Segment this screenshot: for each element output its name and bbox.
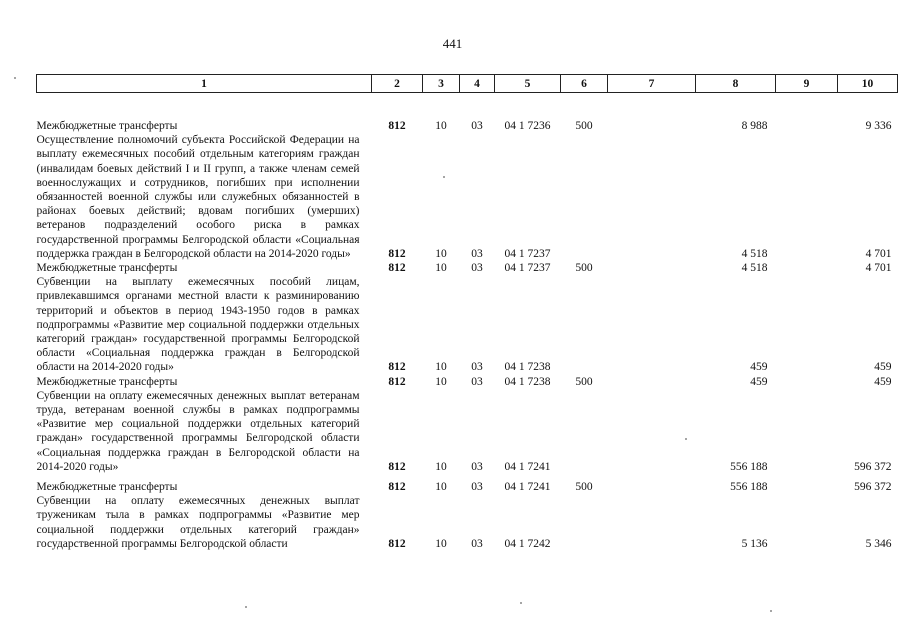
row-col-6 [561, 133, 608, 261]
row-col-9 [776, 275, 838, 374]
table-row [37, 133, 898, 261]
scan-speck [770, 610, 772, 612]
row-col-8: 459 [750, 361, 768, 374]
table-row [37, 494, 898, 551]
header-col-4: 4 [460, 75, 495, 93]
row-col-5: 04 1 7236 [504, 120, 551, 132]
row-col-5: 04 1 7237 [504, 247, 551, 260]
row-col-2: 812 [388, 460, 406, 473]
row-col-8: 4 518 [741, 247, 768, 260]
row-col-5: 04 1 7238 [504, 361, 551, 374]
row-col-5: 04 1 7242 [504, 537, 551, 550]
row-col-7 [608, 119, 696, 133]
table-row [37, 261, 898, 275]
scan-speck [443, 176, 445, 178]
row-col-9 [776, 389, 838, 474]
row-col-4: 03 [471, 120, 483, 132]
table-row [37, 119, 898, 133]
row-col-10: 9 336 [865, 120, 892, 132]
scan-speck [685, 438, 687, 440]
row-description: Осуществление полномочий субъекта Российской Федерации на выплату ежемесячных пособий отдельным категориям граждан (инвалидам боевых действий I и II групп, а также членам семей военнослужащих и сотрудников, погибших при исполнении обязанностей военной службы или служебных обязанностей в районах боевых действий; вдовам погибших (умерших) ветеранов подразделений особого риска в рамках государственной программы Белгородской области «Социальная поддержка граждан в Белгородской области на 2014-2020 годы» [36, 134, 360, 260]
header-col-8: 8 [696, 75, 776, 93]
row-col-7 [608, 494, 696, 551]
row-description: Межбюджетные трансферты [36, 262, 178, 275]
table-row [37, 375, 898, 389]
header-col-2: 2 [372, 75, 423, 93]
row-col-9 [776, 375, 838, 389]
row-col-9 [776, 261, 838, 275]
row-col-10: 459 [874, 375, 892, 388]
table-row [37, 275, 898, 374]
row-col-5: 04 1 7241 [504, 481, 551, 494]
row-col-7 [608, 480, 696, 494]
row-col-3: 10 [435, 375, 447, 388]
row-col-2: 812 [388, 262, 406, 275]
row-description: Межбюджетные трансферты [36, 481, 178, 494]
row-col-7 [608, 275, 696, 374]
row-col-6: 500 [575, 262, 593, 275]
header-col-1: 1 [37, 75, 372, 93]
row-col-10: 459 [874, 361, 892, 374]
row-col-2: 812 [388, 361, 406, 374]
table-row [37, 480, 898, 494]
row-col-3: 10 [435, 537, 447, 550]
row-col-8: 5 136 [741, 537, 768, 550]
row-col-8: 459 [750, 375, 768, 388]
header-col-6: 6 [561, 75, 608, 93]
row-col-6: 500 [575, 375, 593, 388]
row-col-4: 03 [471, 460, 483, 473]
table-row [37, 389, 898, 474]
row-col-9 [776, 494, 838, 551]
row-col-4: 03 [471, 361, 483, 374]
row-description: Межбюджетные трансферты [36, 375, 178, 388]
row-col-8: 4 518 [741, 262, 768, 275]
header-col-3: 3 [423, 75, 460, 93]
header-col-7: 7 [608, 75, 696, 93]
row-col-8: 8 988 [741, 120, 768, 132]
row-col-6 [561, 389, 608, 474]
row-col-3: 10 [435, 247, 447, 260]
page-number: 441 [442, 36, 463, 51]
row-col-5: 04 1 7238 [504, 375, 551, 388]
row-col-10: 4 701 [865, 247, 892, 260]
scan-speck [14, 77, 16, 79]
row-col-2: 812 [388, 120, 406, 132]
row-description: Межбюджетные трансферты [36, 120, 178, 132]
row-col-6 [561, 494, 608, 551]
row-col-5: 04 1 7241 [504, 460, 551, 473]
row-col-3: 10 [435, 120, 447, 132]
row-col-2: 812 [388, 537, 406, 550]
row-col-9 [776, 480, 838, 494]
row-col-4: 03 [471, 537, 483, 550]
row-description: Субвенции на оплату ежемесячных денежных выплат труженикам тыла в рамках подпрограммы «Развитие мер социальной поддержки отдельных категорий граждан» государственной программы Белгородской области [36, 495, 360, 550]
row-col-2: 812 [388, 247, 406, 260]
row-col-3: 10 [435, 481, 447, 494]
row-col-5: 04 1 7237 [504, 262, 551, 275]
row-col-7 [608, 261, 696, 275]
row-col-10: 596 372 [854, 481, 892, 494]
row-col-7 [608, 133, 696, 261]
table-spacer-row [37, 93, 898, 120]
row-col-7 [608, 389, 696, 474]
row-col-4: 03 [471, 247, 483, 260]
row-col-6: 500 [575, 481, 593, 494]
row-col-3: 10 [435, 361, 447, 374]
row-col-6: 500 [575, 120, 593, 132]
row-col-4: 03 [471, 375, 483, 388]
row-col-9 [776, 119, 838, 133]
row-col-8: 556 188 [730, 481, 768, 494]
row-col-4: 03 [471, 262, 483, 275]
row-col-3: 10 [435, 460, 447, 473]
table-header-row [37, 75, 898, 93]
row-col-8: 556 188 [730, 460, 768, 473]
row-col-7 [608, 375, 696, 389]
header-col-10: 10 [838, 75, 898, 93]
row-col-2: 812 [388, 375, 406, 388]
row-col-6 [561, 275, 608, 374]
row-col-4: 03 [471, 481, 483, 494]
header-col-9: 9 [776, 75, 838, 93]
budget-table [36, 74, 898, 551]
row-description: Субвенции на оплату ежемесячных денежных выплат ветеранам труда, ветеранам военной службы в рамках подпрограммы «Развитие мер социальной поддержки отдельных категорий граждан» государственной программы Белгородской области «Социальная поддержка граждан в Белгородской области на 2014-2020 годы» [36, 389, 360, 473]
scan-speck [245, 606, 247, 608]
header-col-5: 5 [495, 75, 561, 93]
row-col-2: 812 [388, 481, 406, 494]
row-col-10: 5 346 [865, 537, 892, 550]
row-col-10: 596 372 [854, 460, 892, 473]
row-col-10: 4 701 [865, 262, 892, 275]
row-description: Субвенции на выплату ежемесячных пособий лицам, привлекавшимся органами местной власти к разминированию территорий и объектов в период 1943-1950 годов в рамках подпрограммы «Развитие мер социальной поддержки отдельных категорий граждан» государственной программы Белгородской области «Социальная поддержка граждан в Белгородской области на 2014-2020 годы» [36, 276, 360, 374]
scan-speck [520, 602, 522, 604]
row-col-3: 10 [435, 262, 447, 275]
row-col-9 [776, 133, 838, 261]
